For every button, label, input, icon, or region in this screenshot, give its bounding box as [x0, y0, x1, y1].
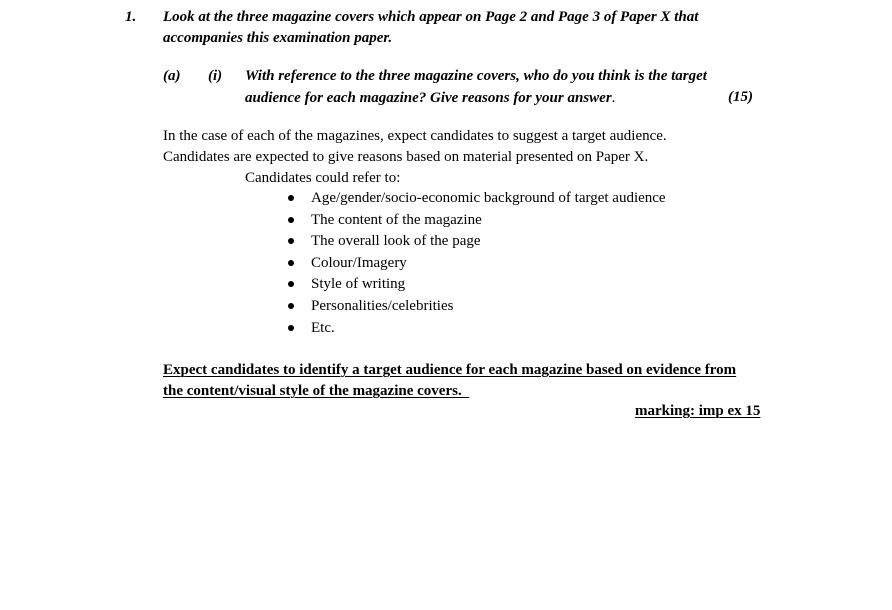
- bullet-dot-icon: [288, 281, 294, 287]
- bullet-text: Style of writing: [311, 276, 406, 293]
- bullet-item: [286, 256, 666, 278]
- bullet-text: Etc.: [311, 319, 335, 336]
- bullet-text: Age/gender/socio-economic background of target audience: [311, 190, 666, 206]
- question-number: 1.: [125, 9, 137, 25]
- guidance-bullet-list: [286, 191, 666, 342]
- part-a-prompt-line-2-main: audience for each magazine? Give reasons for your answer: [245, 90, 612, 106]
- bullet-dot-icon: [288, 325, 294, 331]
- guidance-line-2: Candidates are expected to give reasons based on material presented on Paper X.: [163, 149, 649, 165]
- part-a-prompt-line-2: [245, 90, 615, 106]
- bullet-dot-icon: [288, 238, 294, 244]
- bullet-dot-icon: [288, 303, 294, 309]
- bullet-text: Personalities/celebrities: [311, 297, 454, 314]
- question-intro-line-1: Look at the three magazine covers which appear on Page 2 and Page 3 of Paper X that: [163, 9, 699, 25]
- bullet-item: [286, 321, 666, 343]
- marking-note: marking: imp ex 15: [635, 403, 761, 419]
- part-a-prompt-line-1: With reference to the three magazine covers, who do you think is the target: [245, 68, 707, 84]
- part-a-marks: (15): [728, 89, 753, 105]
- bullet-dot-icon: [288, 195, 294, 201]
- bullet-dot-icon: [288, 260, 294, 266]
- part-a-label: (a): [163, 68, 181, 84]
- bullet-item: [286, 213, 666, 235]
- question-intro-line-2: accompanies this examination paper.: [163, 30, 393, 46]
- bullet-item: [286, 299, 666, 321]
- bullet-text: Colour/Imagery: [311, 254, 407, 271]
- bullet-item: [286, 234, 666, 256]
- expectation-line-1: Expect candidates to identify a target audience for each magazine based on evidence from: [163, 362, 737, 378]
- bullet-text: The content of the magazine: [311, 211, 482, 228]
- bullet-item: [286, 277, 666, 299]
- bullet-dot-icon: [288, 217, 294, 223]
- bullet-item: [286, 191, 666, 213]
- bullet-text: The overall look of the page: [311, 233, 481, 250]
- part-a-prompt-line-2-end: .: [611, 90, 616, 106]
- part-a-sub-label: (i): [208, 68, 223, 84]
- expectation-line-2: the content/visual style of the magazine covers.: [163, 383, 470, 399]
- guidance-line-1: In the case of each of the magazines, expect candidates to suggest a target audience.: [163, 128, 667, 144]
- guidance-line-3: Candidates could refer to:: [245, 170, 401, 186]
